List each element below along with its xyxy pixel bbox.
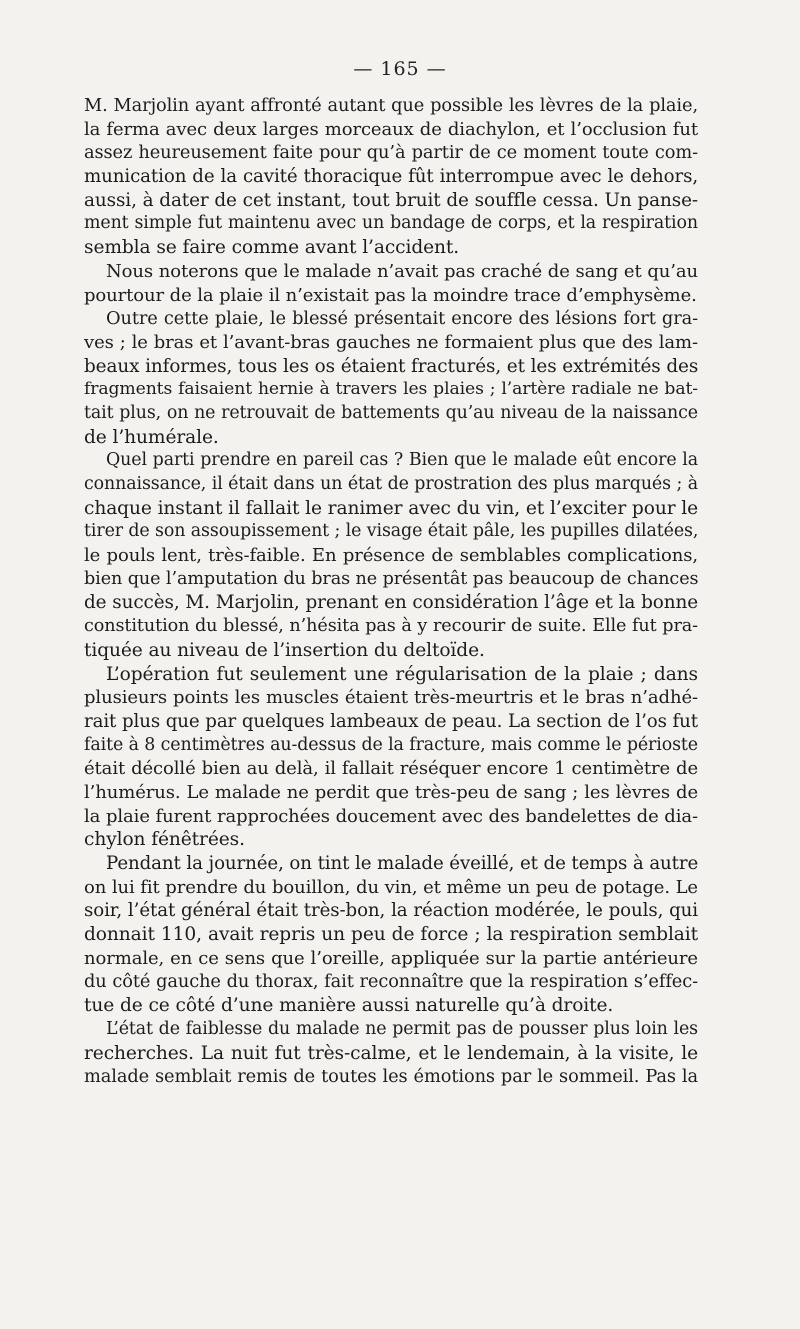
text-line: assez heureusement faite pour qu’à partir de ce moment toute com- bbox=[84, 142, 698, 164]
text-line: ment simple fut maintenu avec un bandage de corps, et la respiration bbox=[84, 213, 698, 234]
text-line: fragments faisaient hernie à travers les plaies ; l’artère radiale ne bat- bbox=[84, 379, 698, 400]
text-line: la ferma avec deux larges morceaux de diachylon, et l’occlusion fut bbox=[84, 118, 698, 140]
text-line: le pouls lent, très-faible. En présence de semblables complications, bbox=[84, 545, 698, 567]
text-line: aussi, à dater de cet instant, tout bruit de souffle cessa. Un panse- bbox=[84, 189, 698, 211]
text-line: Nous noterons que le malade n’avait pas craché de sang et qu’au bbox=[106, 260, 698, 282]
text-line: faite à 8 centimètres au-dessus de la fracture, mais comme le périoste bbox=[84, 734, 699, 755]
text-line: tiquée au niveau de l’insertion du deltoïde. bbox=[84, 639, 485, 661]
text-line: rait plus que par quelques lambeaux de peau. La section de l’os fut bbox=[84, 710, 698, 732]
text-line: ves ; le bras et l’avant-bras gauches ne formaient plus que des lam- bbox=[84, 331, 698, 353]
text-line: était décollé bien au delà, il fallait réséquer encore 1 centimètre de bbox=[84, 758, 698, 780]
text-line: malade semblait remis de toutes les émotions par le sommeil. Pas la bbox=[84, 1066, 698, 1088]
text-line: plusieurs points les muscles étaient très-meurtris et le bras n’adhé- bbox=[84, 687, 698, 709]
text-line: on lui fit prendre du bouillon, du vin, et même un peu de potage. Le bbox=[84, 876, 698, 898]
text-line: recherches. La nuit fut très-calme, et le lendemain, à la visite, le bbox=[84, 1042, 698, 1064]
text-line: tait plus, on ne retrouvait de battements qu’au niveau de la naissance bbox=[84, 402, 698, 423]
text-line: L’opération fut seulement une régularisation de la plaie ; dans bbox=[106, 663, 698, 685]
text-line: de succès, M. Marjolin, prenant en considération l’âge et la bonne bbox=[84, 592, 698, 614]
text-line: normale, en ce sens que l’oreille, appliquée sur la partie antérieure bbox=[84, 947, 698, 969]
text-line: chaque instant il fallait le ranimer avec du vin, et l’exciter pour le bbox=[84, 497, 699, 519]
text-line: l’humérus. Le malade ne perdit que très-peu de sang ; les lèvres de bbox=[84, 781, 698, 803]
text-line: donnait 110, avait repris un peu de force ; la respiration semblait bbox=[84, 924, 698, 946]
text-line: connaissance, il était dans un état de prostration des plus marqués ; à bbox=[84, 474, 698, 494]
text-line: beaux informes, tous les os étaient fracturés, et les extrémités des bbox=[84, 355, 699, 377]
text-line: tue de ce côté d’une manière aussi naturelle qu’à droite. bbox=[84, 995, 614, 1017]
text-line: Pendant la journée, on tint le malade éveillé, et de temps à autre bbox=[106, 853, 699, 874]
text-line: munication de la cavité thoracique fût interrompue avec le dehors, bbox=[84, 166, 698, 188]
page-number: — 165 — bbox=[353, 58, 447, 80]
text-line: constitution du blessé, n’hésita pas à y recourir de suite. Elle fut pra- bbox=[84, 616, 698, 637]
text-line: L’état de faiblesse du malade ne permit pas de pousser plus loin les bbox=[106, 1018, 698, 1039]
text-line: pourtour de la plaie il n’existait pas la moindre trace d’emphysème. bbox=[84, 284, 697, 306]
text-line: M. Marjolin ayant affronté autant que possible les lèvres de la plaie, bbox=[84, 95, 698, 116]
text-line: bien que l’amputation du bras ne présentât pas beaucoup de chances bbox=[84, 568, 699, 589]
text-line: du côté gauche du thorax, fait reconnaître que la respiration s’effec- bbox=[84, 971, 698, 993]
text-line: chylon fénêtrées. bbox=[84, 829, 245, 851]
text-line: Outre cette plaie, le blessé présentait encore des lésions fort gra- bbox=[106, 308, 698, 330]
text-line: tirer de son assoupissement ; le visage était pâle, les pupilles dilatées, bbox=[84, 521, 699, 542]
text-line: de l’humérale. bbox=[84, 426, 219, 448]
text-line: sembla se faire comme avant l’accident. bbox=[84, 237, 460, 259]
text-line: la plaie furent rapprochées doucement avec des bandelettes de dia- bbox=[84, 805, 698, 827]
text-line: soir, l’état général était très-bon, la réaction modérée, le pouls, qui bbox=[84, 900, 698, 922]
text-line: Quel parti prendre en pareil cas ? Bien que le malade eût encore la bbox=[106, 450, 698, 471]
body-text bbox=[84, 94, 698, 1089]
